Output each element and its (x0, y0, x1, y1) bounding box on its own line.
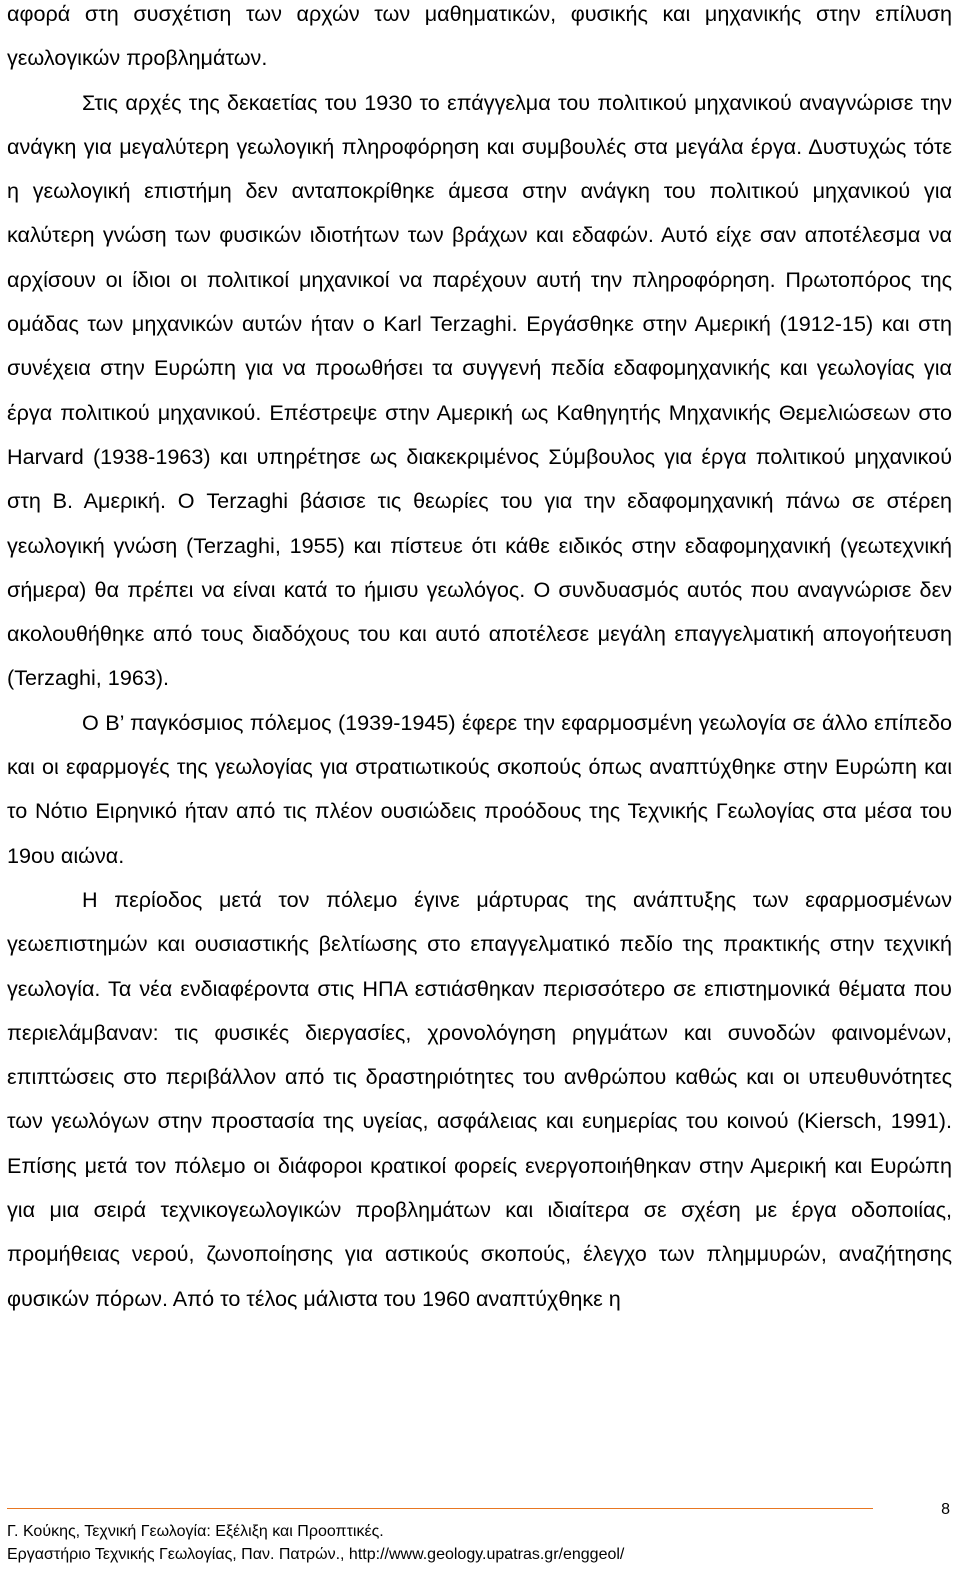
paragraph-post-war: Η περίοδος μετά τον πόλεμο έγινε μάρτυρας της ανάπτυξης των εφαρμοσμένων γεωεπιστημών και ουσιαστικής βελτίωσης στο επαγγελματικό πεδίο της πρακτικής στην τεχνική γεωλογία. Τα νέα ενδιαφέροντα στις ΗΠΑ εστιάσθηκαν περισσότερο σε επιστημονικά θέματα που περιελάμβαναν: τις φυσικές διεργασίες, χρονολόγηση ρηγμάτων και συνοδών φαινομένων, επιπτώσεις στο περιβάλλον από τις δραστηριότητες του ανθρώπου καθώς και οι υπευθυνότητες των γεωλόγων στην προστασία της υγείας, ασφάλειας και ευημερίας του κοινού (Kiersch, 1991). Επίσης μετά τον πόλεμο οι διάφοροι κρατικοί φορείς ενεργοποιήθηκαν στην Αμερική και Ευρώπη για μια σειρά τεχνικογεωλογικών προβλημάτων και ιδιαίτερα σε σχέση με έργα οδοποιίας, προμήθειας νερού, ζωνοποίησης για αστικούς σκοπούς, έλεγχο των πλημμυρών, αναζήτησης φυσικών πόρων. Από το τέλος μάλιστα του 1960 αναπτύχθηκε η (7, 886, 952, 1311)
footer-affiliation: Εργαστήριο Τεχνικής Γεωλογίας, Παν. Πατρών., http://www.geology.upatras.gr/enggeol/ (7, 1546, 625, 1563)
paragraph-terzaghi: Στις αρχές της δεκαετίας του 1930 το επάγγελμα του πολιτικού μηχανικού αναγνώρισε την ανάγκη για μεγαλύτερη γεωλογική πληροφόρηση και συμβουλές στα μεγάλα έργα. Δυστυχώς τότε η γεωλογική επιστήμη δεν ανταποκρίθηκε άμεσα στην ανάγκη του πολιτικού μηχανικού για καλύτερη γνώση των φυσικών ιδιοτήτων των βράχων και εδαφών. Αυτό είχε σαν αποτέλεσμα να αρχίσουν οι ίδιοι οι πολιτικοί μηχανικοί να παρέχουν αυτή την πληροφόρηση. Πρωτοπόρος της ομάδας των μηχανικών αυτών ήταν ο Karl Terzaghi. Εργάσθηκε στην Αμερική (1912-15) και στη συνέχεια στην Ευρώπη για να προωθήσει τα συγγενή πεδία εδαφομηχανικής και γεωλογίας για έργα πολιτικού μηχανικού. Επέστρεψε στην Αμερική ως Καθηγητής Μηχανικής Θεμελιώσεων στο Harvard (1938-1963) και υπηρέτησε ως διακεκριμένος Σύμβουλος για έργα πολιτικού μηχανικού στη Β. Αμερική. Ο Terzaghi βάσισε τις θεωρίες του για την εδαφομηχανική πάνω σε στέρεη γεωλογική γνώση (Terzaghi, 1955) και πίστευε ότι κάθε ειδικός στην εδαφομηχανική (γεωτεχνική σήμερα) θα πρέπει να είναι κατά το ήμισυ γεωλόγος. Ο συνδυασμός αυτός που αναγνώρισε δεν ακολουθήθηκε από τους διαδόχους του και αυτό αποτέλεσε μεγάλη επαγγελματική απογοήτευση (Terzaghi, 1963). (7, 89, 952, 691)
document-body (7, 0, 952, 1321)
footer-divider (7, 1508, 873, 1509)
paragraph-world-war-ii: Ο Β’ παγκόσμιος πόλεμος (1939-1945) έφερε την εφαρμοσμένη γεωλογία σε άλλο επίπεδο και οι εφαρμογές της γεωλογίας για στρατιωτικούς σκοπούς όπως αναπτύχθηκε στην Ευρώπη και το Νότιο Ειρηνικό ήταν από τις πλέον ουσιώδεις προόδους της Τεχνικής Γεωλογίας στα μέσα του 19ου αιώνα. (7, 709, 952, 868)
footer-citation: Γ. Κούκης, Τεχνική Γεωλογία: Εξέλιξη και Προοπτικές. (7, 1523, 384, 1540)
paragraph-continuation: αφορά στη συσχέτιση των αρχών των μαθηματικών, φυσικής και μηχανικής στην επίλυση γεωλογικών προβλημάτων. (7, 1, 952, 71)
page-number: 8 (941, 1501, 950, 1518)
